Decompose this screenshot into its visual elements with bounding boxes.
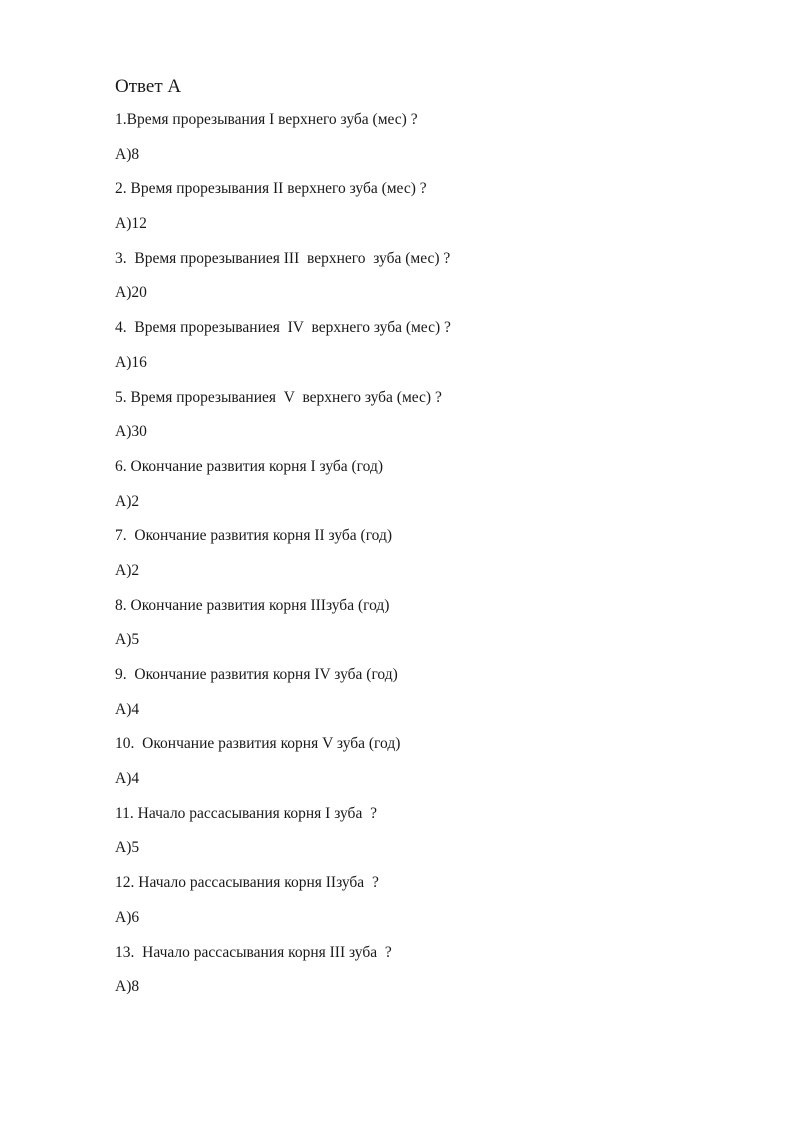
answer-6: А)2: [115, 492, 140, 510]
answer-4: А)16: [115, 353, 147, 371]
question-12: 12. Начало рассасывания корня IIзуба ?: [115, 874, 379, 892]
answer-10: А)4: [115, 770, 140, 788]
question-7: 7. Окончание развития корня II зуба (год): [115, 527, 393, 545]
answer-8: А)5: [115, 631, 140, 649]
question-6: 6. Окончание развития корня I зуба (год): [115, 457, 383, 475]
question-5: 5. Время прорезываниея V верхнего зуба (мес) ?: [115, 388, 442, 406]
answer-5: А)30: [115, 423, 147, 441]
page-title: Ответ А: [115, 76, 182, 97]
answer-3: А)20: [115, 284, 147, 302]
question-8: 8. Окончание развития корня IIIзуба (год): [115, 596, 390, 614]
answer-1: А)8: [115, 145, 140, 163]
answer-2: А)12: [115, 215, 147, 233]
question-3: 3. Время прорезываниея III верхнего зуба (мес) ?: [115, 249, 451, 267]
question-13: 13. Начало рассасывания корня III зуба ?: [115, 943, 392, 961]
document-content: [115, 74, 735, 1012]
answer-13: А)8: [115, 978, 140, 996]
answer-11: А)5: [115, 839, 140, 857]
answer-7: А)2: [115, 561, 140, 579]
answer-9: А)4: [115, 700, 140, 718]
question-10: 10. Окончание развития корня V зуба (год): [115, 735, 401, 753]
question-11: 11. Начало рассасывания корня I зуба ?: [115, 804, 377, 822]
question-4: 4. Время прорезываниея IV верхнего зуба (мес) ?: [115, 319, 451, 337]
question-1: 1.Время прорезывания I верхнего зуба (мес) ?: [115, 111, 418, 128]
question-2: 2. Время прорезывания II верхнего зуба (мес) ?: [115, 180, 427, 198]
answer-12: А)6: [115, 908, 140, 926]
question-9: 9. Окончание развития корня IV зуба (год): [115, 666, 398, 683]
